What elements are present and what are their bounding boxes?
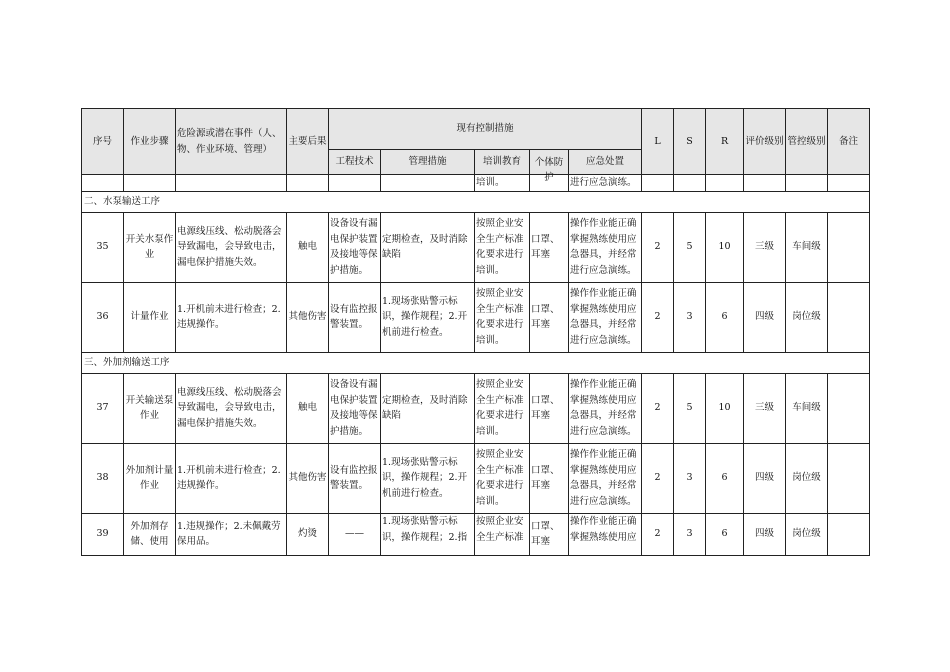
cell-seq: 36: [82, 282, 124, 352]
continuation-row: [82, 175, 870, 192]
cell-train: 按照企业安全生产标准: [476, 516, 524, 543]
cell-remark: [828, 212, 870, 282]
header-R: R: [706, 109, 744, 175]
cell-manage: 1.现场张贴警示标识，操作规程；2.开机前进行检查。: [381, 443, 475, 513]
header-manage: 管理措施: [381, 150, 475, 175]
cell-S: 3: [674, 443, 706, 513]
cell-eng: 设备设有漏电保护装置及接地等保护措施。: [330, 379, 378, 437]
cell-step: 开关水泵作业: [124, 212, 176, 282]
cell-train: 按照企业安全生产标准化要求进行培训。: [476, 288, 524, 346]
cell-eng: 设备设有漏电保护装置及接地等保护措施。: [330, 218, 378, 276]
cell-R: 10: [706, 212, 744, 282]
header-controls: 现有控制措施: [329, 109, 642, 150]
cell-emergency: 操作作业能正确掌握熟练使用应急器具，并经常进行应急演练。: [570, 379, 637, 437]
header-eng: 工程技术: [329, 150, 381, 175]
section-title-pump: 二、水泵输送工序: [82, 191, 870, 212]
cell-ppe: 口罩、耳塞: [530, 513, 569, 555]
cell-eng: ——: [329, 513, 381, 555]
header-L: L: [642, 109, 674, 175]
header-consequence: 主要后果: [287, 109, 329, 175]
header-S: S: [674, 109, 706, 175]
cell-consequence: 其他伤害: [287, 282, 329, 352]
cell-eval: 三级: [744, 212, 786, 282]
cell-manage: 1.现场张贴警示标识，操作规程；2.指: [382, 516, 468, 543]
cell-R: 10: [706, 373, 744, 443]
header-remark: 备注: [828, 109, 870, 175]
cell-seq: 37: [82, 373, 124, 443]
cell-eval: 四级: [744, 282, 786, 352]
cell-step: 计量作业: [124, 282, 176, 352]
cell-train: 按照企业安全生产标准化要求进行培训。: [476, 449, 524, 507]
table-row: [82, 513, 870, 555]
cell-R: 6: [706, 513, 744, 555]
section-title-admixture: 三、外加剂输送工序: [82, 352, 870, 373]
cell-ppe: 口罩、耳塞: [530, 212, 569, 282]
cell-emergency: 操作作业能正确掌握熟练使用应急器具，并经常进行应急演练。: [570, 288, 637, 346]
cell-manage: 定期检查，及时消除缺陷: [381, 212, 475, 282]
cell-mgmt: 岗位级: [786, 513, 828, 555]
cell-train: 按照企业安全生产标准化要求进行培训。: [476, 379, 524, 437]
cell-L: 2: [642, 513, 674, 555]
header-step: 作业步骤: [124, 109, 176, 175]
cell-ppe: 口罩、耳塞: [530, 373, 569, 443]
cell-manage: 定期检查，及时消除缺陷: [381, 373, 475, 443]
cell-emergency: 操作作业能正确掌握熟练使用应急器具，并经常进行应急演练。: [570, 449, 637, 507]
cell-emergency: 操作作业能正确掌握熟练使用应: [570, 516, 637, 543]
cell-R: 6: [706, 282, 744, 352]
cell-S: 3: [674, 513, 706, 555]
cell-consequence: 其他伤害: [287, 443, 329, 513]
cell-consequence: 灼烫: [287, 513, 329, 555]
cell-seq: 39: [82, 513, 124, 555]
cell-eval: 四级: [744, 513, 786, 555]
cell-hazard: 1.开机前未进行检查；2.违规操作。: [176, 443, 287, 513]
cell-remark: [828, 282, 870, 352]
header-ppe: 个体防护: [534, 156, 564, 183]
cell-S: 5: [674, 212, 706, 282]
cell-eng: 设有监控报警装置。: [329, 282, 381, 352]
cell-hazard: 1.违规操作；2.未佩戴劳保用品。: [176, 513, 287, 555]
cell-L: 2: [642, 212, 674, 282]
cell-train: 按照企业安全生产标准化要求进行培训。: [476, 218, 524, 276]
table-row: [82, 212, 870, 282]
cell-mgmt: 岗位级: [786, 282, 828, 352]
cell-remark: [828, 513, 870, 555]
cell-remark: [828, 373, 870, 443]
header-eval: 评价级别: [744, 109, 786, 175]
cell-ppe: 口罩、耳塞: [530, 282, 569, 352]
cell-eval: 四级: [744, 443, 786, 513]
cell-L: 2: [642, 443, 674, 513]
cell-mgmt: 岗位级: [786, 443, 828, 513]
cell-eval: 三级: [744, 373, 786, 443]
cell-S: 5: [674, 373, 706, 443]
header-hazard: 危险源或潜在事件（人、物、作业环境、管理）: [176, 109, 287, 175]
continuation-train: 培训。: [475, 175, 530, 192]
cell-mgmt: 车间级: [786, 212, 828, 282]
header-seq: 序号: [82, 109, 124, 175]
cell-L: 2: [642, 373, 674, 443]
table-row: [82, 373, 870, 443]
cell-seq: 38: [82, 443, 124, 513]
cell-R: 6: [706, 443, 744, 513]
cell-manage: 1.现场张贴警示标识，操作规程；2.开机前进行检查。: [381, 282, 475, 352]
risk-assessment-table: [81, 108, 870, 556]
header-emergency: 应急处置: [569, 150, 642, 175]
cell-hazard: 电源线压线、松动脱落会导致漏电，会导致电击，漏电保护措施失效。: [176, 212, 287, 282]
header-mgmt: 管控级别: [786, 109, 828, 175]
cell-hazard: 电源线压线、松动脱落会导致漏电，会导致电击，漏电保护措施失效。: [176, 373, 287, 443]
header-train: 培训教育: [475, 150, 530, 175]
cell-mgmt: 车间级: [786, 373, 828, 443]
cell-step: 外加剂计量作业: [124, 443, 176, 513]
cell-remark: [828, 443, 870, 513]
table-row: [82, 282, 870, 352]
cell-step: 开关输送泵作业: [124, 373, 176, 443]
cell-step: 外加剂存储、使用: [124, 513, 176, 555]
table-row: [82, 443, 870, 513]
cell-consequence: 触电: [287, 373, 329, 443]
cell-emergency: 操作作业能正确掌握熟练使用应急器具，并经常进行应急演练。: [570, 218, 637, 276]
cell-eng: 设有监控报警装置。: [329, 443, 381, 513]
continuation-emergency: 进行应急演练。: [569, 175, 642, 192]
cell-hazard: 1.开机前未进行检查；2.违规操作。: [176, 282, 287, 352]
cell-S: 3: [674, 282, 706, 352]
cell-seq: 35: [82, 212, 124, 282]
cell-ppe: 口罩、耳塞: [530, 443, 569, 513]
cell-L: 2: [642, 282, 674, 352]
cell-consequence: 触电: [287, 212, 329, 282]
